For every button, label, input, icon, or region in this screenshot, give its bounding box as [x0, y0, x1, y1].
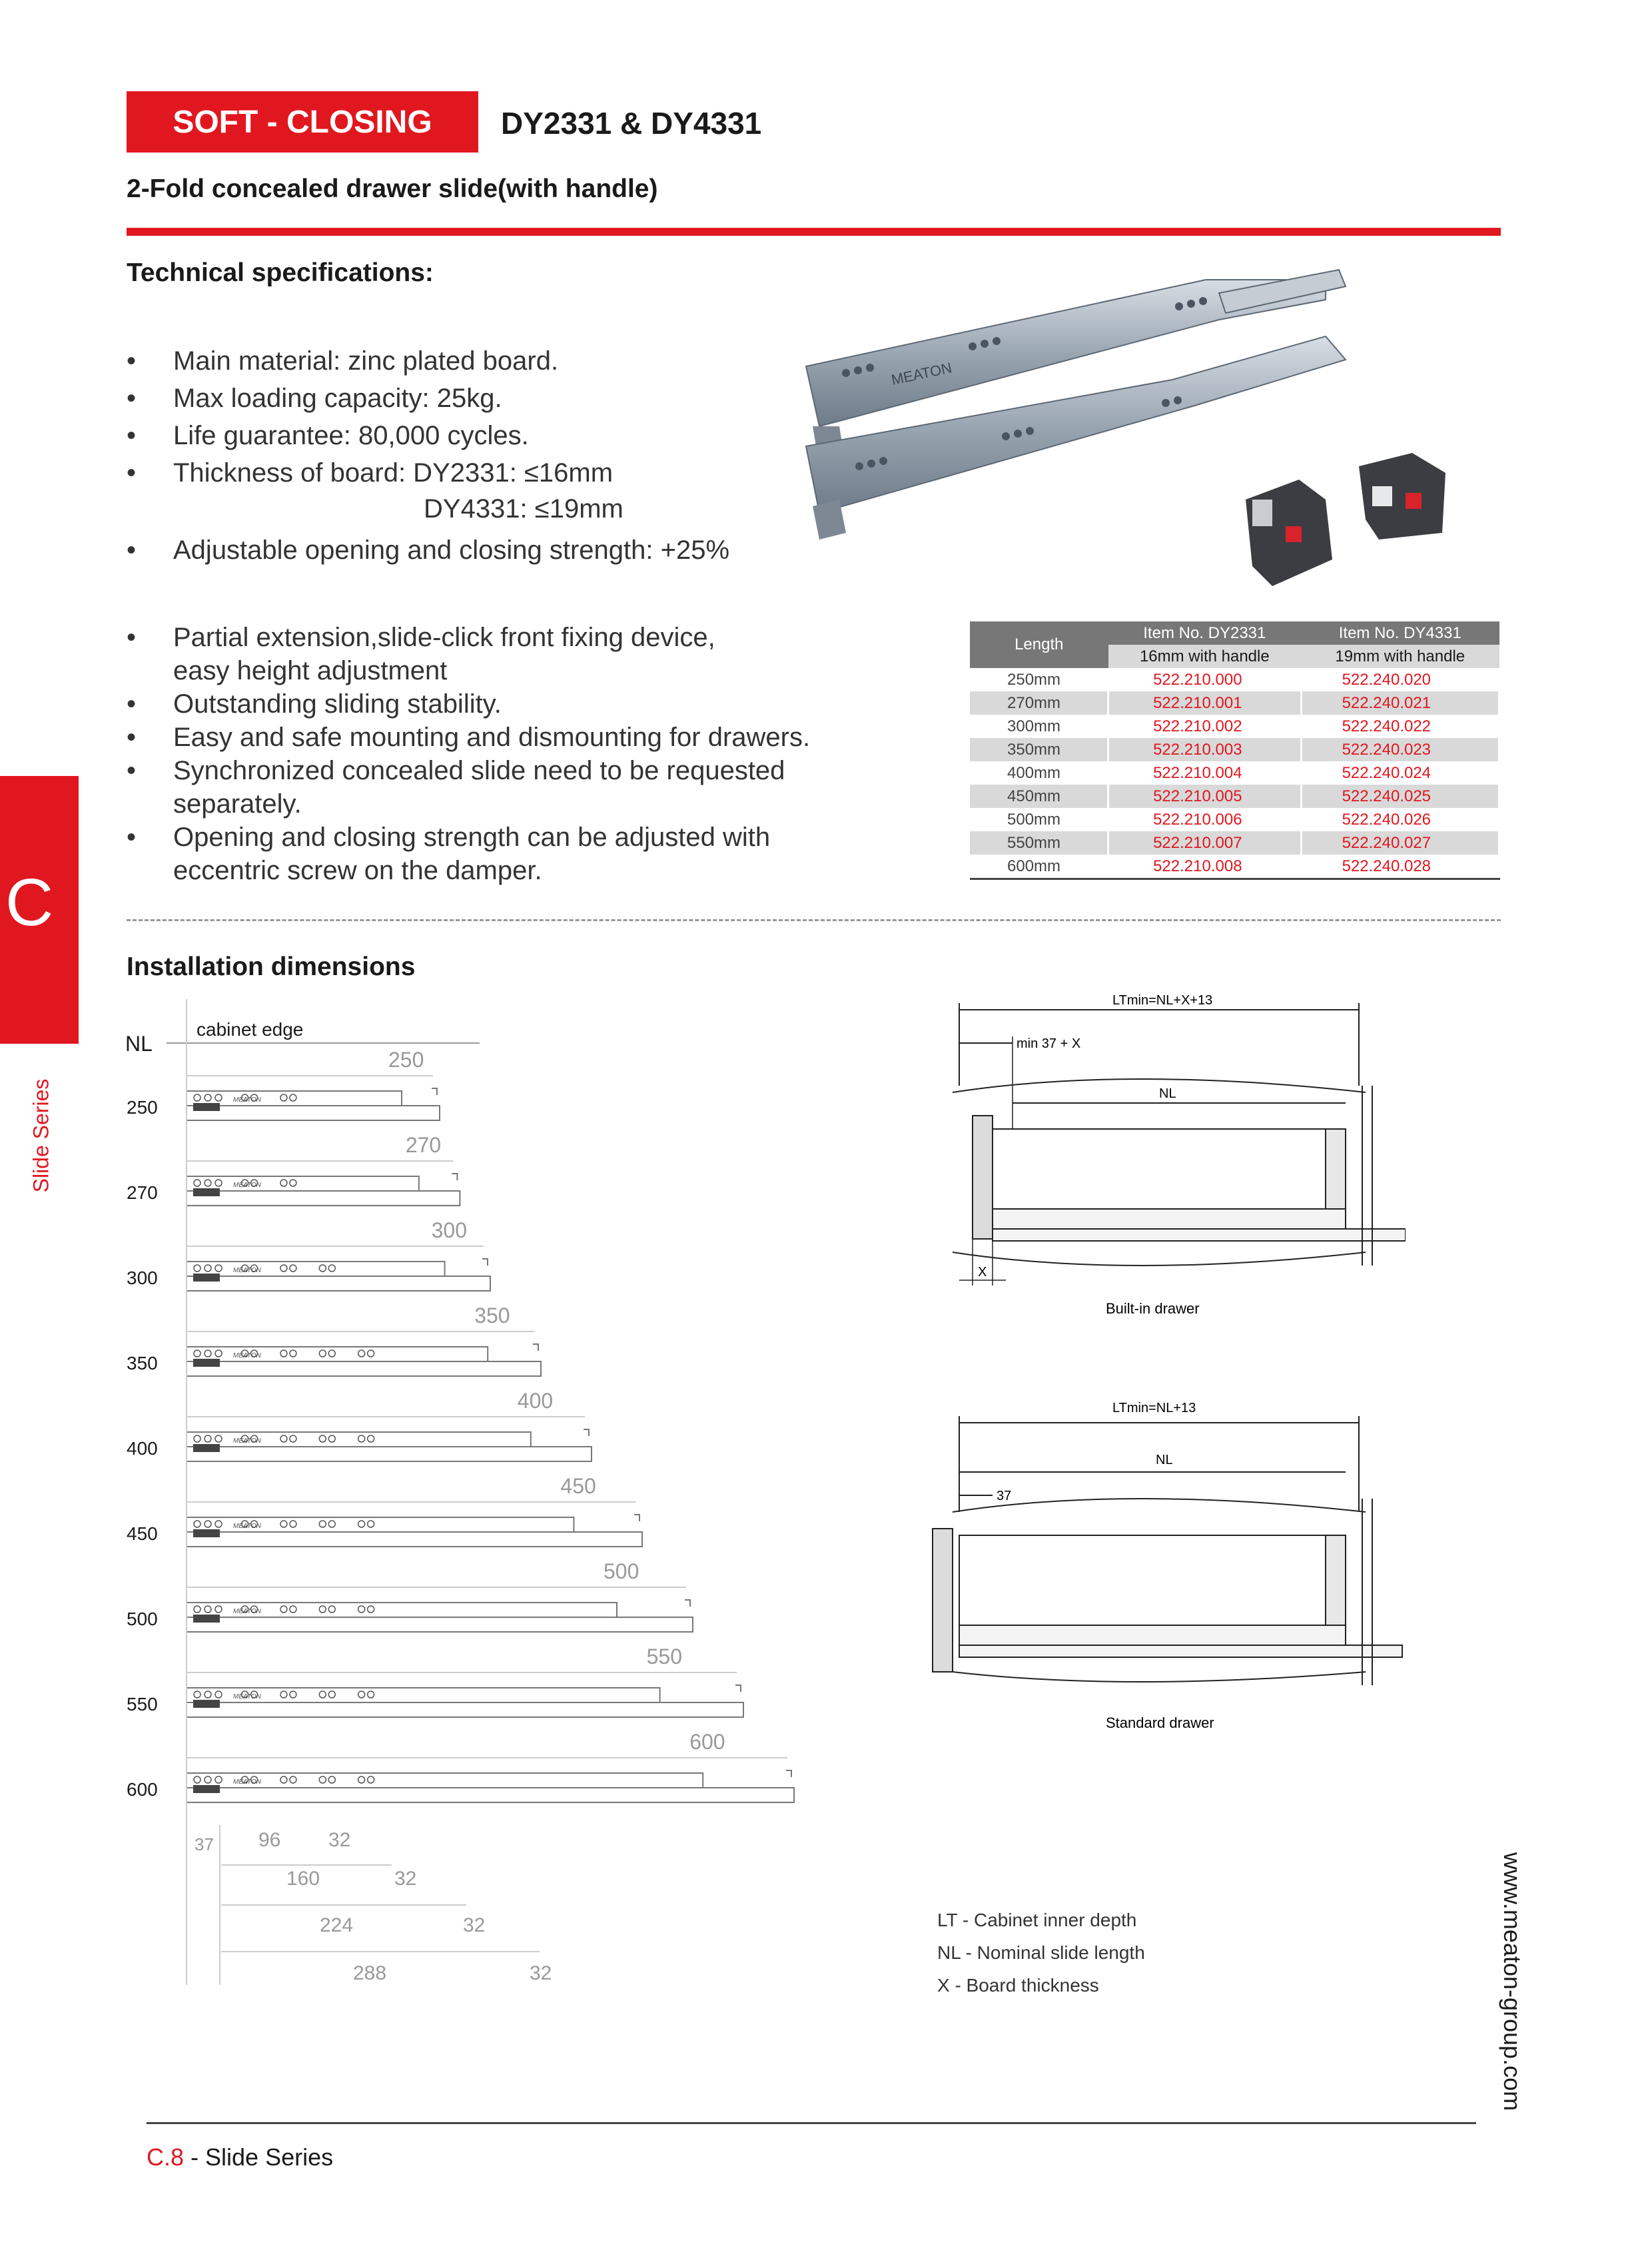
list-item — [127, 621, 810, 687]
row-length-dimension: 250 — [388, 1048, 424, 1072]
dim-288: 288 — [353, 1962, 387, 1984]
length-cell: 400mm — [970, 761, 1108, 785]
rear-hook — [685, 1600, 690, 1607]
dy2331-cell: 522.210.008 — [1108, 855, 1301, 879]
rear-hook — [452, 1174, 457, 1180]
table-row — [970, 785, 1499, 808]
bullet-continuation: separately. — [173, 789, 302, 819]
dim-37: 37 — [195, 1834, 214, 1854]
brand-mark: MEATON — [233, 1608, 261, 1615]
standard-drawer-diagram — [926, 1379, 1406, 1752]
dy4331-cell: 522.240.024 — [1301, 761, 1499, 785]
dim-160: 160 — [286, 1868, 320, 1890]
spec-list-a — [127, 342, 613, 492]
list-item — [127, 821, 810, 887]
list-item: • Thickness of board: DY2331: ≤16mm — [127, 454, 613, 492]
abbreviation-legend — [937, 1904, 1145, 2002]
rear-hook — [735, 1685, 741, 1692]
length-cell: 500mm — [970, 808, 1108, 831]
dim-32-second: 32 — [394, 1868, 417, 1890]
dy4331-cell: 522.240.022 — [1301, 715, 1499, 738]
nl-dimension: NL — [1159, 1086, 1176, 1101]
damper-block — [193, 1274, 220, 1282]
installation-title: Installation dimensions — [127, 952, 416, 981]
dy2331-subheader: 16mm with handle — [1108, 645, 1301, 668]
list-item — [127, 754, 810, 821]
dy4331-cell: 522.240.023 — [1301, 738, 1499, 761]
slide-row-300 — [127, 1218, 490, 1291]
slide-row-450 — [127, 1474, 642, 1547]
slide-rail — [187, 1773, 703, 1788]
slide-runner — [187, 1447, 592, 1461]
bullet-continuation: easy height adjustment — [173, 656, 448, 685]
length-cell: 600mm — [970, 855, 1108, 879]
page-footer — [147, 2143, 333, 2171]
length-header: Length — [970, 621, 1108, 668]
slide-row-270 — [127, 1133, 460, 1206]
table-row — [970, 761, 1499, 785]
row-length-dimension: 400 — [517, 1389, 554, 1413]
list-item: • Max loading capacity: 25kg. — [127, 380, 613, 417]
dy2331-cell: 522.210.004 — [1108, 761, 1301, 785]
dy4331-cell: 522.240.026 — [1301, 808, 1499, 831]
damper-block — [193, 1444, 220, 1452]
front-fixing-clip-left — [1246, 480, 1332, 586]
table-row — [970, 855, 1499, 879]
length-cell: 550mm — [970, 831, 1108, 855]
bullet-text: Opening and closing strength can be adjusted with — [173, 823, 771, 852]
nl-dimension: NL — [1156, 1453, 1173, 1467]
x-label: X — [978, 1265, 987, 1280]
slide-length-diagram — [120, 999, 853, 1998]
table-row — [970, 738, 1499, 761]
slide-runner — [187, 1106, 440, 1120]
nl-label: NL — [125, 1032, 153, 1056]
item-number-table — [970, 621, 1500, 880]
rear-hook — [786, 1770, 791, 1777]
row-length-dimension: 270 — [405, 1133, 442, 1157]
slide-runner — [187, 1276, 490, 1291]
soft-closing-badge — [127, 91, 478, 153]
row-length-label: 350 — [127, 1353, 158, 1373]
slide-rail — [187, 1347, 488, 1361]
length-cell: 270mm — [970, 691, 1108, 715]
dim-32-third: 32 — [463, 1914, 486, 1936]
slide-row-600 — [127, 1730, 794, 1802]
row-length-dimension: 500 — [604, 1559, 639, 1583]
brand-mark-upper: MEATON — [889, 359, 954, 388]
thickness-line-2: DY4331: ≤19mm — [424, 494, 623, 524]
section-letter: C — [5, 865, 54, 940]
hole-dimensions — [187, 999, 552, 1985]
dy4331-cell: 522.240.020 — [1301, 668, 1499, 691]
length-cell: 250mm — [970, 668, 1108, 691]
rear-hook — [533, 1344, 538, 1351]
slide-runner — [187, 1702, 743, 1717]
list-item: • Easy and safe mounting and dismounting for drawers. — [127, 721, 810, 754]
standard-caption: Standard drawer — [1106, 1714, 1214, 1731]
slide-rail — [187, 1262, 445, 1276]
damper-block — [193, 1700, 220, 1708]
row-length-dimension: 300 — [431, 1218, 467, 1242]
dy4331-cell: 522.240.021 — [1301, 691, 1499, 715]
slide-runner — [187, 1617, 693, 1632]
brand-mark: MEATON — [233, 1352, 261, 1359]
lt-formula: LTmin=NL+13 — [1112, 1401, 1196, 1415]
damper-block — [193, 1529, 220, 1537]
damper-block — [193, 1188, 220, 1196]
product-subtitle: 2-Fold concealed drawer slide(with handle) — [127, 175, 658, 203]
rear-hook — [634, 1515, 639, 1521]
dim-96: 96 — [258, 1829, 281, 1851]
row-length-dimension: 550 — [646, 1645, 682, 1669]
brand-mark: MEATON — [233, 1437, 261, 1445]
brand-mark: MEATON — [233, 1523, 261, 1530]
footer-rule — [147, 2122, 1476, 2124]
table-row — [970, 831, 1499, 855]
header-rule — [127, 228, 1501, 236]
slide-row-250 — [127, 1048, 440, 1120]
damper-block — [193, 1359, 220, 1367]
dy2331-header: Item No. DY2331 — [1108, 621, 1301, 645]
dy2331-cell: 522.210.007 — [1108, 831, 1301, 855]
min-offset: min 37 + X — [1017, 1036, 1081, 1051]
built-in-drawer-diagram — [926, 986, 1406, 1332]
slide-row-350 — [127, 1304, 541, 1376]
dy4331-cell: 522.240.025 — [1301, 785, 1499, 808]
bullet-text: Synchronized concealed slide need to be requested — [173, 756, 785, 785]
footer-text: - Slide Series — [184, 2143, 334, 2171]
row-length-label: 250 — [127, 1097, 158, 1118]
length-cell: 300mm — [970, 715, 1108, 738]
row-length-label: 600 — [127, 1779, 158, 1800]
dy4331-cell: 522.240.027 — [1301, 831, 1499, 855]
dim-32-first: 32 — [328, 1829, 351, 1851]
row-length-label: 450 — [127, 1523, 158, 1544]
dim-224: 224 — [320, 1914, 354, 1936]
model-title: DY2331 & DY4331 — [501, 106, 762, 141]
slide-rows — [127, 1048, 794, 1802]
page-code: C.8 — [147, 2143, 185, 2171]
dy2331-cell: 522.210.000 — [1108, 668, 1301, 691]
slide-runner — [187, 1191, 460, 1206]
damper-block — [193, 1103, 220, 1111]
legend-lt: LT - Cabinet inner depth — [937, 1910, 1137, 1930]
product-photo — [793, 266, 1492, 613]
table-row — [970, 691, 1499, 715]
slide-runner — [187, 1788, 794, 1802]
rear-hook — [432, 1088, 437, 1095]
bullet-text: Partial extension,slide-click front fixing device, — [173, 623, 715, 652]
dy4331-header: Item No. DY4331 — [1301, 621, 1499, 645]
list-item: • Life guarantee: 80,000 cycles. — [127, 417, 613, 454]
row-length-dimension: 450 — [560, 1474, 596, 1498]
damper-block — [193, 1785, 220, 1793]
list-item: • Adjustable opening and closing strength: +25% — [127, 532, 729, 569]
row-length-label: 500 — [127, 1609, 158, 1629]
slide-runner — [187, 1532, 642, 1547]
badge-text: SOFT - CLOSING — [173, 104, 432, 140]
row-length-dimension: 600 — [689, 1730, 725, 1754]
dy4331-subheader: 19mm with handle — [1301, 645, 1499, 668]
section-separator — [127, 919, 1501, 921]
table-row — [970, 808, 1499, 831]
row-length-label: 400 — [127, 1438, 158, 1459]
brand-mark: MEATON — [233, 1267, 261, 1274]
brand-mark: MEATON — [233, 1693, 261, 1700]
damper-block — [193, 1615, 220, 1623]
rear-hook — [584, 1429, 589, 1436]
rear-hook — [482, 1259, 488, 1266]
slide-runner — [187, 1361, 541, 1376]
lt-formula: LTmin=NL+X+13 — [1112, 993, 1213, 1008]
brand-mark: MEATON — [233, 1096, 261, 1104]
table-row — [970, 715, 1499, 738]
list-item: • Outstanding sliding stability. — [127, 687, 810, 721]
brand-mark: MEATON — [233, 1778, 261, 1786]
row-length-label: 270 — [127, 1182, 158, 1203]
slide-row-400 — [127, 1389, 592, 1461]
cabinet-edge-label: cabinet edge — [197, 1019, 304, 1040]
dy2331-cell: 522.210.005 — [1108, 785, 1301, 808]
section-name-vertical: Slide Series — [29, 1078, 53, 1193]
bullet-continuation: eccentric screw on the damper. — [173, 856, 542, 885]
dy2331-cell: 522.210.002 — [1108, 715, 1301, 738]
length-cell: 450mm — [970, 785, 1108, 808]
length-cell: 350mm — [970, 738, 1108, 761]
slide-row-550 — [127, 1645, 743, 1717]
legend-nl: NL - Nominal slide length — [937, 1942, 1145, 1963]
legend-x: X - Board thickness — [937, 1975, 1099, 1996]
website-url[interactable]: www.meaton-group.com — [1499, 1852, 1526, 2111]
slide-row-500 — [127, 1559, 693, 1632]
table-row — [970, 668, 1499, 691]
spec-list-adjust — [127, 532, 729, 569]
row-length-label: 550 — [127, 1694, 158, 1714]
dy2331-cell: 522.210.001 — [1108, 691, 1301, 715]
row-length-label: 300 — [127, 1268, 158, 1288]
dy2331-cell: 522.210.003 — [1108, 738, 1301, 761]
list-item: • Main material: zinc plated board. — [127, 342, 613, 380]
brand-mark: MEATON — [233, 1182, 261, 1189]
row-length-dimension: 350 — [474, 1304, 510, 1327]
dim-32-fourth: 32 — [530, 1962, 552, 1984]
dy4331-cell: 522.240.028 — [1301, 855, 1499, 879]
tech-spec-title: Technical specifications: — [127, 258, 434, 287]
offset-37: 37 — [997, 1489, 1012, 1503]
spec-list-b — [127, 621, 810, 887]
dy2331-cell: 522.210.006 — [1108, 808, 1301, 831]
front-fixing-clip-right — [1359, 453, 1446, 540]
built-in-caption: Built-in drawer — [1106, 1300, 1200, 1317]
